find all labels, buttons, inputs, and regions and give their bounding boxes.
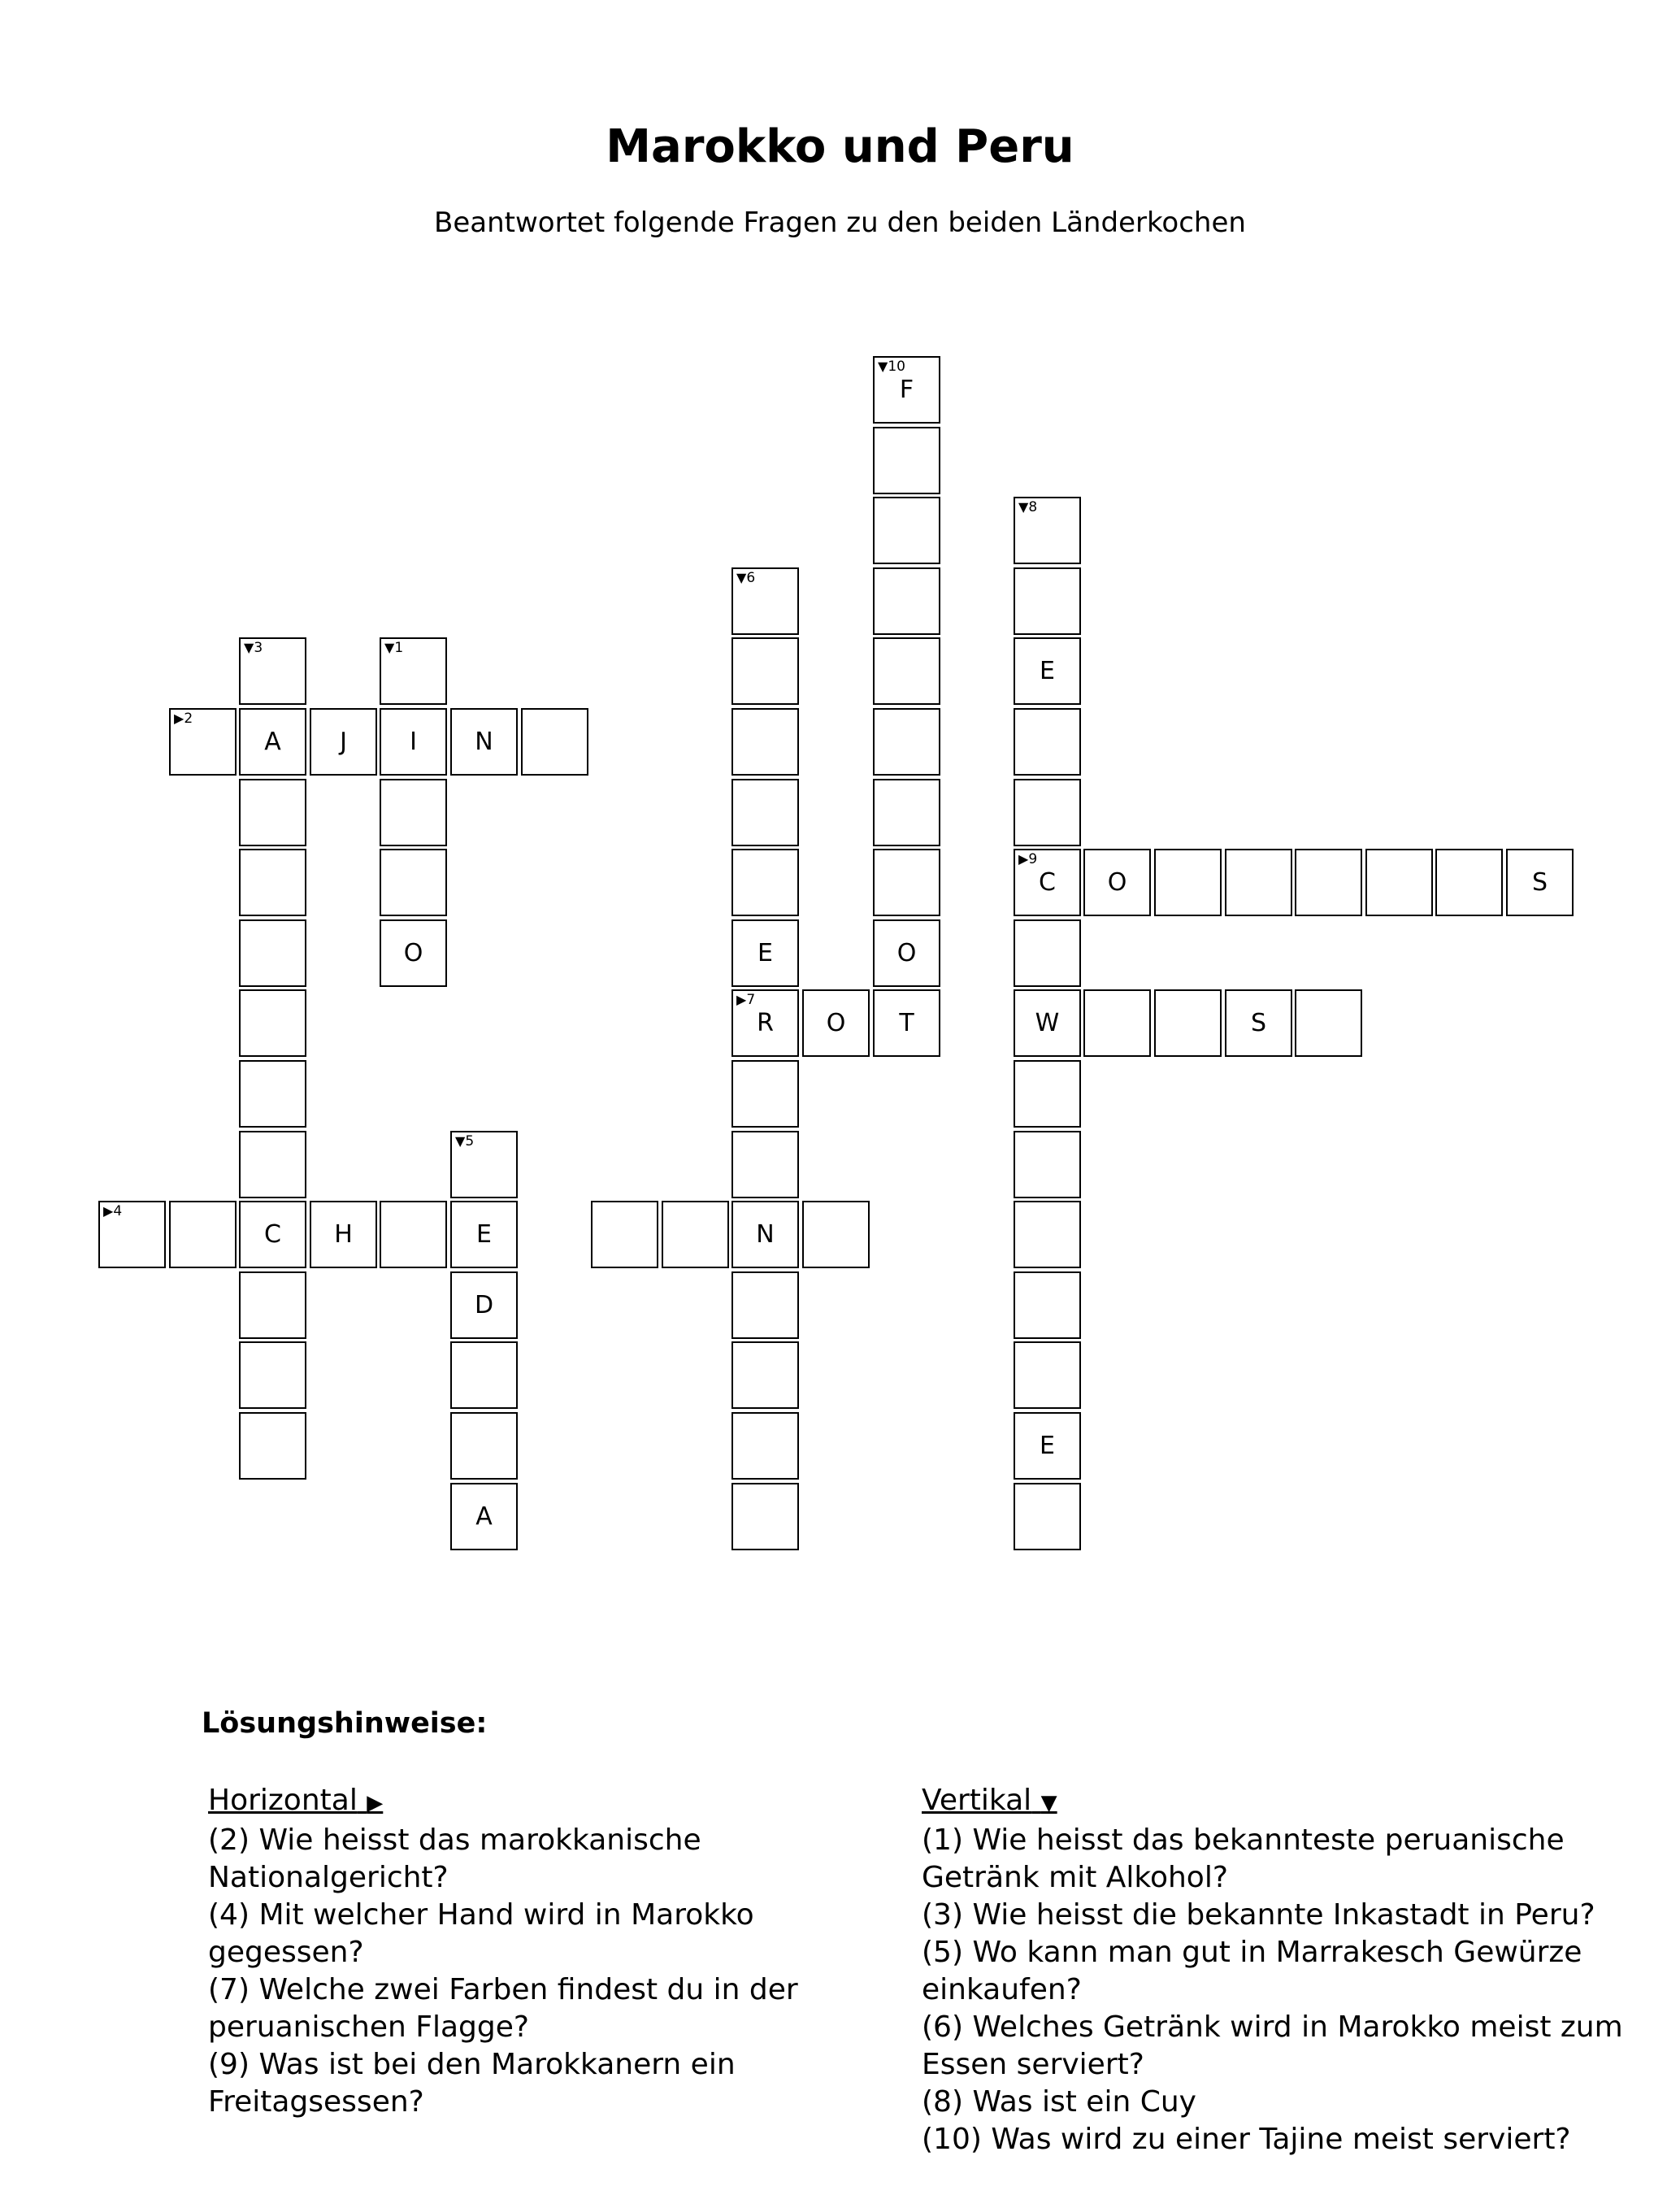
vertical-heading: Vertikal ▼ [922,1784,1057,1817]
crossword-cell[interactable] [239,1201,306,1268]
right-arrow-icon: ▶ [174,711,184,726]
cell-letter: W [1035,1009,1060,1037]
cell-letter: O [826,1009,846,1037]
down-arrow-icon: ▼ [1018,499,1029,515]
horizontal-clues [208,1782,907,2121]
crossword-cell[interactable] [731,919,799,987]
cell-letter: A [475,1502,493,1531]
clue-number [1018,500,1037,515]
crossword-cell[interactable] [450,1201,518,1268]
crossword-cell[interactable] [731,708,799,776]
cell-letter: A [264,728,281,756]
horizontal-heading: Horizontal ▶ [208,1784,384,1817]
crossword-cell[interactable] [1014,1271,1081,1339]
clue-number-label: 10 [888,359,905,375]
cell-letter: N [475,728,493,756]
crossword-cell[interactable] [731,637,799,705]
cell-letter: F [899,376,914,404]
clue-number [384,641,403,655]
clue-number-label: 1 [394,640,404,656]
crossword-cell[interactable] [239,1412,306,1480]
crossword-cell[interactable] [1435,849,1503,916]
crossword-cell[interactable] [239,1271,306,1339]
cell-letter: N [756,1220,775,1249]
crossword-cell[interactable] [1014,1341,1081,1409]
crossword-cell[interactable] [380,637,447,705]
crossword-cell[interactable] [731,1131,799,1198]
clue-vertical-6: (6) Welches Getränk wird in Marokko meist zum Essen serviert? [922,2010,1623,2081]
crossword-cell[interactable] [873,708,940,776]
crossword-cell[interactable] [731,1201,799,1268]
crossword-cell[interactable] [239,708,306,776]
crossword-cell[interactable] [1014,1412,1081,1480]
clue-number-label: 9 [1028,851,1038,867]
clue-number [736,571,755,585]
clue-number-label: 6 [746,570,756,586]
clue-number-label: 4 [113,1203,123,1219]
clue-number-label: 2 [184,711,193,727]
page-subtitle: Beantwortet folgende Fragen zu den beiden Länderkochen [434,206,1246,239]
cell-letter: C [1039,868,1056,897]
crossword-cell[interactable] [450,1131,518,1198]
crossword-cell[interactable] [169,708,237,776]
crossword-cell[interactable] [731,1341,799,1409]
crossword-cell[interactable] [802,989,870,1057]
down-arrow-icon: ▼ [1040,1791,1057,1815]
down-arrow-icon: ▼ [244,640,254,655]
crossword-cell[interactable] [873,497,940,564]
crossword-cell[interactable] [239,1341,306,1409]
crossword-cell[interactable] [1225,989,1292,1057]
crossword-cell[interactable] [169,1201,237,1268]
cell-letter: D [474,1291,494,1319]
crossword-cell[interactable] [450,708,518,776]
crossword-cell[interactable] [450,1483,518,1550]
clue-vertical-8: (8) Was ist ein Cuy [922,2085,1196,2119]
crossword-cell[interactable] [310,1201,377,1268]
cell-letter: I [410,728,417,756]
crossword-cell[interactable] [98,1201,166,1268]
clue-horizontal-7: (7) Welche zwei Farben findest du in der peruanischen Flagge? [208,1973,798,2044]
crossword-cell[interactable] [662,1201,729,1268]
crossword-cell[interactable] [310,708,377,776]
crossword-cell[interactable] [1014,849,1081,916]
cell-letter: C [264,1220,281,1249]
crossword-cell[interactable] [380,708,447,776]
right-arrow-icon: ▶ [736,992,747,1007]
right-arrow-icon: ▶ [367,1791,384,1815]
hints-title: Lösungshinweise: [202,1707,488,1740]
cell-letter: E [1040,657,1055,685]
crossword-cell[interactable] [521,708,588,776]
cell-letter: S [1250,1009,1267,1037]
right-arrow-icon: ▶ [1018,851,1029,867]
clue-number-label: 5 [465,1133,475,1150]
crossword-cell[interactable] [1154,989,1222,1057]
crossword-cell[interactable] [380,849,447,916]
crossword-cell[interactable] [1014,497,1081,564]
crossword-cell[interactable] [591,1201,658,1268]
crossword-cell[interactable] [1014,1131,1081,1198]
crossword-cell[interactable] [873,637,940,705]
cell-letter: J [340,728,347,756]
vertical-clues [922,1782,1653,2158]
clue-vertical-5: (5) Wo kann man gut in Marrakesch Gewürze einkaufen? [922,1936,1582,2006]
cell-letter: E [476,1220,492,1249]
crossword-cell[interactable] [450,1341,518,1409]
clue-number-label: 3 [254,640,263,656]
crossword-cell[interactable] [802,1201,870,1268]
crossword-cell[interactable] [1014,567,1081,635]
crossword-cell[interactable] [380,919,447,987]
clue-number-label: 7 [746,992,756,1008]
crossword-cell[interactable] [1014,779,1081,846]
crossword-cell[interactable] [731,1060,799,1128]
crossword-cell[interactable] [450,1412,518,1480]
crossword-cell[interactable] [450,1271,518,1339]
cell-letter: H [334,1220,353,1249]
cell-letter: S [1531,868,1548,897]
crossword-cell[interactable] [873,356,940,424]
cell-letter: O [896,939,917,967]
crossword-cell[interactable] [1014,637,1081,705]
crossword-cell[interactable] [1083,849,1151,916]
crossword-cell[interactable] [1365,849,1433,916]
down-arrow-icon: ▼ [736,570,747,585]
down-arrow-icon: ▼ [384,640,395,655]
crossword-cell[interactable] [1083,989,1151,1057]
crossword-cell[interactable] [1014,919,1081,987]
crossword-cell[interactable] [873,427,940,494]
clue-number [455,1134,474,1149]
crossword-cell[interactable] [873,567,940,635]
clue-number [244,641,263,655]
clue-number [103,1204,122,1219]
crossword-cell[interactable] [1225,849,1292,916]
clue-number-label: 8 [1028,499,1038,515]
clue-number [174,711,193,726]
crossword-cell[interactable] [380,1201,447,1268]
crossword-cell[interactable] [1014,989,1081,1057]
crossword-cell[interactable] [873,919,940,987]
crossword-cell[interactable] [731,779,799,846]
crossword-cell[interactable] [1506,849,1574,916]
crossword-cell[interactable] [873,849,940,916]
cell-letter: E [1040,1432,1055,1460]
cell-letter: E [758,939,773,967]
clue-horizontal-2: (2) Wie heisst das marokkanische Nationalgericht? [208,1823,701,1894]
cell-letter: T [899,1009,914,1037]
clue-horizontal-4: (4) Mit welcher Hand wird in Marokko gegessen? [208,1898,754,1969]
down-arrow-icon: ▼ [878,359,888,374]
crossword-cell[interactable] [731,567,799,635]
crossword-cell[interactable] [239,989,306,1057]
crossword-cell[interactable] [239,1131,306,1198]
clue-vertical-3: (3) Wie heisst die bekannte Inkastadt in Peru? [922,1898,1595,1932]
crossword-cell[interactable] [239,849,306,916]
down-arrow-icon: ▼ [455,1133,466,1149]
crossword-cell[interactable] [1014,1060,1081,1128]
crossword-cell[interactable] [1295,849,1362,916]
cell-letter: O [1107,868,1127,897]
crossword-cell[interactable] [873,779,940,846]
crossword-cell[interactable] [239,779,306,846]
crossword-cell[interactable] [1154,849,1222,916]
crossword-cell[interactable] [731,989,799,1057]
crossword-cell[interactable] [239,919,306,987]
crossword-cell[interactable] [1014,1201,1081,1268]
crossword-cell[interactable] [380,779,447,846]
page-title: Marokko und Peru [606,120,1074,173]
clue-vertical-1: (1) Wie heisst das bekannteste peruanische Getränk mit Alkohol? [922,1823,1565,1894]
clue-horizontal-9: (9) Was ist bei den Marokkanern ein Freitagsessen? [208,2048,736,2119]
crossword-cell[interactable] [239,637,306,705]
cell-letter: O [403,939,423,967]
crossword-cell[interactable] [1014,708,1081,776]
crossword-cell[interactable] [731,1412,799,1480]
crossword-cell[interactable] [731,1483,799,1550]
clue-vertical-10: (10) Was wird zu einer Tajine meist serviert? [922,2123,1571,2156]
crossword-cell[interactable] [873,989,940,1057]
cell-letter: R [757,1009,774,1037]
crossword-cell[interactable] [731,849,799,916]
crossword-cell[interactable] [1014,1483,1081,1550]
crossword-cell[interactable] [1295,989,1362,1057]
right-arrow-icon: ▶ [103,1203,114,1219]
crossword-cell[interactable] [239,1060,306,1128]
crossword-cell[interactable] [731,1271,799,1339]
